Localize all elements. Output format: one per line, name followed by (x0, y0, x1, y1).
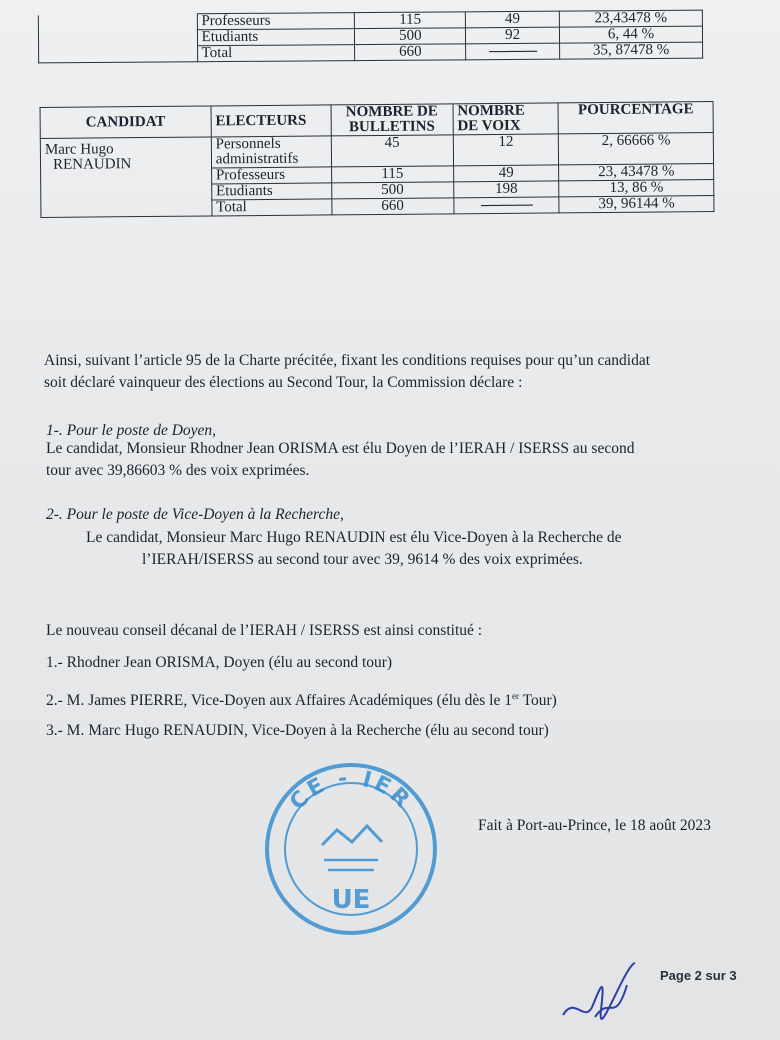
pourcentage-cell: 6, 44 % (559, 26, 702, 43)
header-voix-line2: DE VOIX (457, 117, 521, 135)
bulletins-cell: 660 (355, 44, 466, 61)
bulletins-cell: 115 (331, 166, 453, 183)
pourcentage-cell: 39, 96144 % (559, 196, 714, 213)
council-member-1: 1.- Rhodner Jean ORISMA, Doyen (élu au second tour) (46, 654, 393, 671)
header-pourcentage: POURCENTAGE (558, 102, 713, 134)
place-date: Fait à Port-au-Prince, le 18 août 2023 (478, 817, 711, 834)
signature-icon (555, 955, 645, 1035)
header-candidat: CANDIDAT (40, 106, 211, 138)
bulletins-cell: 500 (355, 28, 466, 45)
results-table-top (38, 10, 703, 64)
electeurs-cell: Professeurs (197, 13, 355, 30)
council-member-2-text: 2.- M. James PIERRE, Vice-Doyen aux Affaires Académiques (élu dès le 1 (46, 692, 512, 710)
bulletins-cell: 115 (355, 12, 466, 29)
electeurs-cell (211, 136, 331, 168)
voix-cell: ------------ (466, 43, 560, 60)
electeurs-line2: administratifs (215, 150, 299, 168)
electeurs-cell: Etudiants (197, 29, 355, 46)
council-member-2-sup: er (511, 691, 519, 701)
section-1-line2: tour avec 39,86603 % des voix exprimées. (46, 462, 310, 479)
header-voix (453, 103, 559, 135)
candidate-cell (40, 137, 211, 217)
intro-line1: Ainsi, suivant l’article 95 de la Charte précitée, fixant les conditions requises pour qu’un candidat (44, 352, 651, 369)
header-bulletins (331, 104, 453, 136)
section-2-title: 2-. Pour le poste de Vice-Doyen à la Recherche, (46, 506, 344, 523)
council-member-3: 3.- M. Marc Hugo RENAUDIN, Vice-Doyen à la Recherche (élu au second tour) (46, 722, 549, 739)
section-1-title: 1-. Pour le poste de Doyen, (46, 422, 217, 439)
results-table-renaudin (40, 101, 715, 218)
electeurs-cell: Total (197, 45, 355, 62)
bulletins-cell: 45 (331, 135, 453, 167)
candidate-name-line2: RENAUDIN (52, 156, 132, 173)
bulletins-cell: 500 (331, 182, 453, 199)
council-intro: Le nouveau conseil décanal de l’IERAH / ISERSS est ainsi constitué : (46, 622, 483, 639)
intro-paragraph (44, 350, 650, 394)
pourcentage-cell: 23, 43478 % (559, 164, 714, 181)
candidate-name-line1: Marc Hugo (44, 141, 114, 158)
electeurs-cell: Total (212, 199, 332, 216)
council-member-2 (46, 685, 557, 712)
pourcentage-cell: 2, 66666 % (559, 133, 714, 165)
svg-text:CE - IER (285, 766, 416, 815)
page-number: Page 2 sur 3 (660, 968, 737, 983)
stamp-text-top: CE - IER (285, 765, 417, 816)
voix-cell: ------------- (454, 197, 560, 214)
candidate-cell (38, 14, 197, 63)
intro-line2: soit déclaré vainqueur des élections au Second Tour, la Commission déclare : (44, 374, 523, 391)
voix-cell: 92 (466, 27, 560, 44)
header-bulletins-line2: BULLETINS (348, 118, 435, 136)
voix-cell: 49 (466, 11, 560, 28)
electeurs-line1: Personnels (215, 135, 281, 153)
header-bulletins-line1: NOMBRE DE (345, 103, 438, 121)
section-2-line2: l’IERAH/ISERSS au second tour avec 39, 9614 % des voix exprimées. (142, 551, 583, 568)
council-member-2-tail: Tour) (518, 692, 557, 710)
voix-cell: 49 (453, 165, 559, 182)
header-electeurs: ELECTEURS (211, 105, 331, 137)
electeurs-cell: Professeurs (211, 167, 331, 184)
electeurs-cell: Etudiants (211, 183, 331, 200)
section-2-text (86, 527, 622, 571)
pourcentage-cell: 35, 87478 % (560, 42, 703, 59)
voix-cell: 198 (453, 181, 559, 198)
stamp-text-bottom: UE (331, 885, 371, 915)
section-1-text (46, 438, 634, 482)
header-voix-line1: NOMBRE (457, 102, 525, 120)
pourcentage-cell: 13, 86 % (559, 180, 714, 197)
section-2-line1: Le candidat, Monsieur Marc Hugo RENAUDIN est élu Vice-Doyen à la Recherche de (86, 529, 622, 546)
section-1-line1: Le candidat, Monsieur Rhodner Jean ORISMA est élu Doyen de l’IERAH / ISERSS au second (46, 440, 635, 457)
pourcentage-cell: 23,43478 % (559, 10, 702, 27)
voix-cell: 12 (453, 134, 559, 166)
bulletins-cell: 660 (332, 198, 454, 215)
official-stamp-icon (262, 760, 440, 938)
